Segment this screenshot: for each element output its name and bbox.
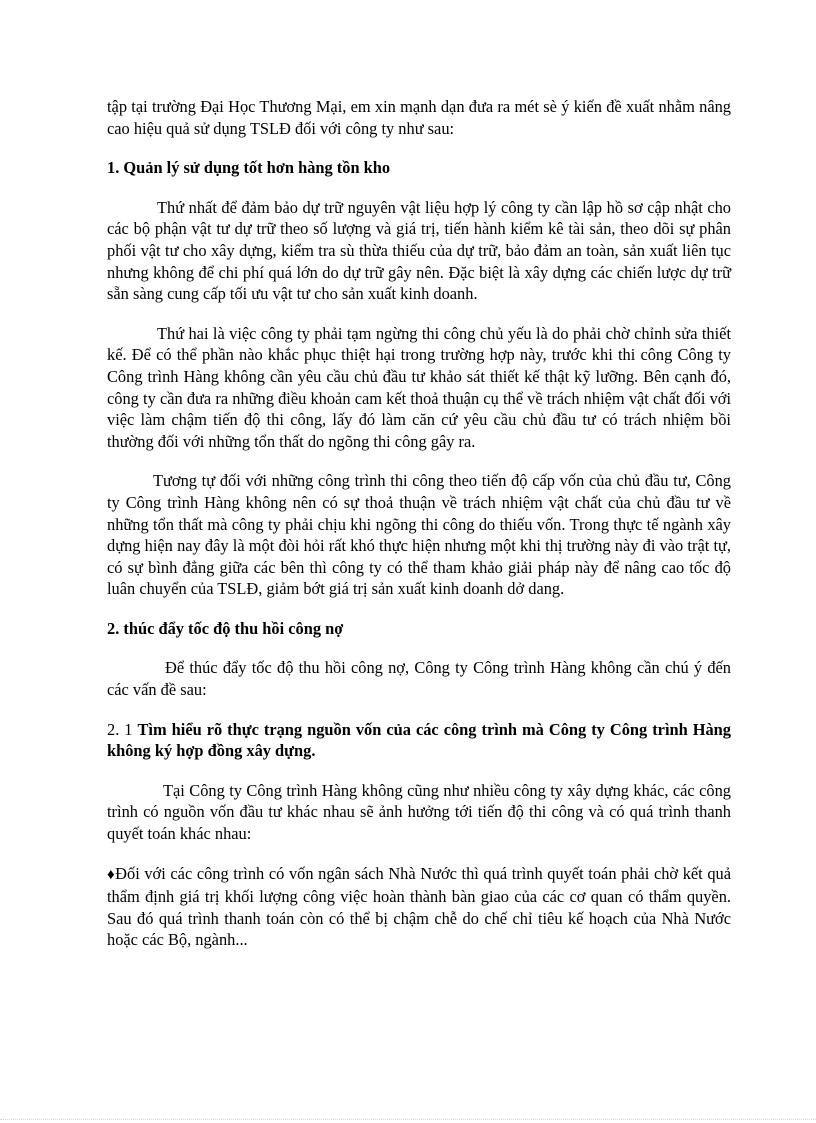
section-1-heading: 1. Quản lý sử dụng tốt hơn hàng tồn kho [107,158,391,178]
page-bottom-divider [0,1119,816,1120]
section-2-heading: 2. thúc đẩy tốc độ thu hồi công nợ [107,618,344,638]
section-2-paragraph-1: Để thúc đẩy tốc độ thu hồi công nợ, Công ty Công trình Hàng không cần chú ý đến các vấn đề sau: [107,658,731,700]
intro-paragraph: tập tại trường Đại Học Thương Mại, em xin mạnh dạn đưa ra mét sè ý kiến đề xuất nhằm nâng cao hiệu quả sử dụng TSLĐ đối với công ty như sau: [107,97,731,138]
bullet-item-text: Đối với các công trình có vốn ngân sách Nhà Nước thì quá trình quyết toán phải chờ kết quả thẩm định giá trị khối lượng công việc hoàn thành bàn giao của các cơ quan có thẩm quyền. Sau đó quá trình thanh toán còn có thể bị chậm chễ do chế chỉ tiêu kế hoạch của Nhà Nước hoặc các Bộ, ngành... [107,863,731,950]
section-2-1-number: 2. 1 [107,719,138,739]
section-2-1-heading [107,719,731,762]
document-page [107,96,731,951]
section-1-paragraph-1: Thứ nhất để đảm bảo dự trữ nguyên vật liệu hợp lý công ty cần lập hồ sơ cập nhật cho các bộ phận vật tư dự trữ theo số lượng và giá trị, tiến hành kiểm kê tài sản, theo dõi sự phân phối vật tư cho xây dựng, kiểm tra sù thừa thiếu của dự trữ, bảo đảm an toàn, sản xuất liên tục nhưng không để chi phí quá lớn do dự trữ gây nên. Đặc biệt là xây dựng các chiến lược dự trữ sẵn sàng cung cấp tối ưu vật tư cho sản xuất kinh doanh. [107,197,731,304]
section-2-1-paragraph-1: Tại Công ty Công trình Hàng không cũng như nhiều công ty xây dựng khác, các công trình có nguồn vốn đầu tư khác nhau sẽ ảnh hưởng tới tiến độ thi công và có quá trình thanh quyết toán khác nhau: [107,780,731,844]
section-1-paragraph-2: Thứ hai là việc công ty phải tạm ngừng thi công chủ yếu là do phải chờ chỉnh sửa thiết kế. Để có thể phần nào khắc phục thiệt hại trong trường hợp này, trước khi thi công Công ty Công trình Hàng không cần yêu cầu chủ đầu tư khảo sát thiết kế thật kỹ lưỡng. Bên cạnh đó, công ty cần đưa ra những điều khoản cam kết thoả thuận cụ thể về trách nhiệm vật chất đối với việc làm chậm tiến độ thi công, lấy đó làm căn cứ yêu cầu chủ đầu tư có trách nhiệm bồi thường đối với những tổn thất do ngõng thi công gây ra. [107,323,731,451]
section-2-1-title: Tìm hiểu rõ thực trạng nguồn vốn của các công trình mà Công ty Công trình Hàng không ký hợp đồng xây dựng. [107,719,731,761]
section-1-paragraph-3: Tương tự đối với những công trình thi công theo tiến độ cấp vốn của chủ đầu tư, Công ty Công trình Hàng không nên có sự thoả thuận về trách nhiệm vật chất của chủ đầu tư về những tổn thất mà công ty phải chịu khi ngõng thi công do thiếu vốn. Trong thực tế ngành xây dựng hiện nay đây là một đòi hỏi rất khó thực hiện nhưng một khi thị trường này đi vào trật tự, có sự bình đẳng giữa các bên thì công ty có thể tham khảo giải pháp này để nâng cao tốc độ luân chuyển của TSLĐ, giảm bớt giá trị sản xuất kinh doanh dở dang. [107,471,731,599]
bullet-item [107,863,731,951]
diamond-bullet-icon: ♦ [107,866,116,883]
